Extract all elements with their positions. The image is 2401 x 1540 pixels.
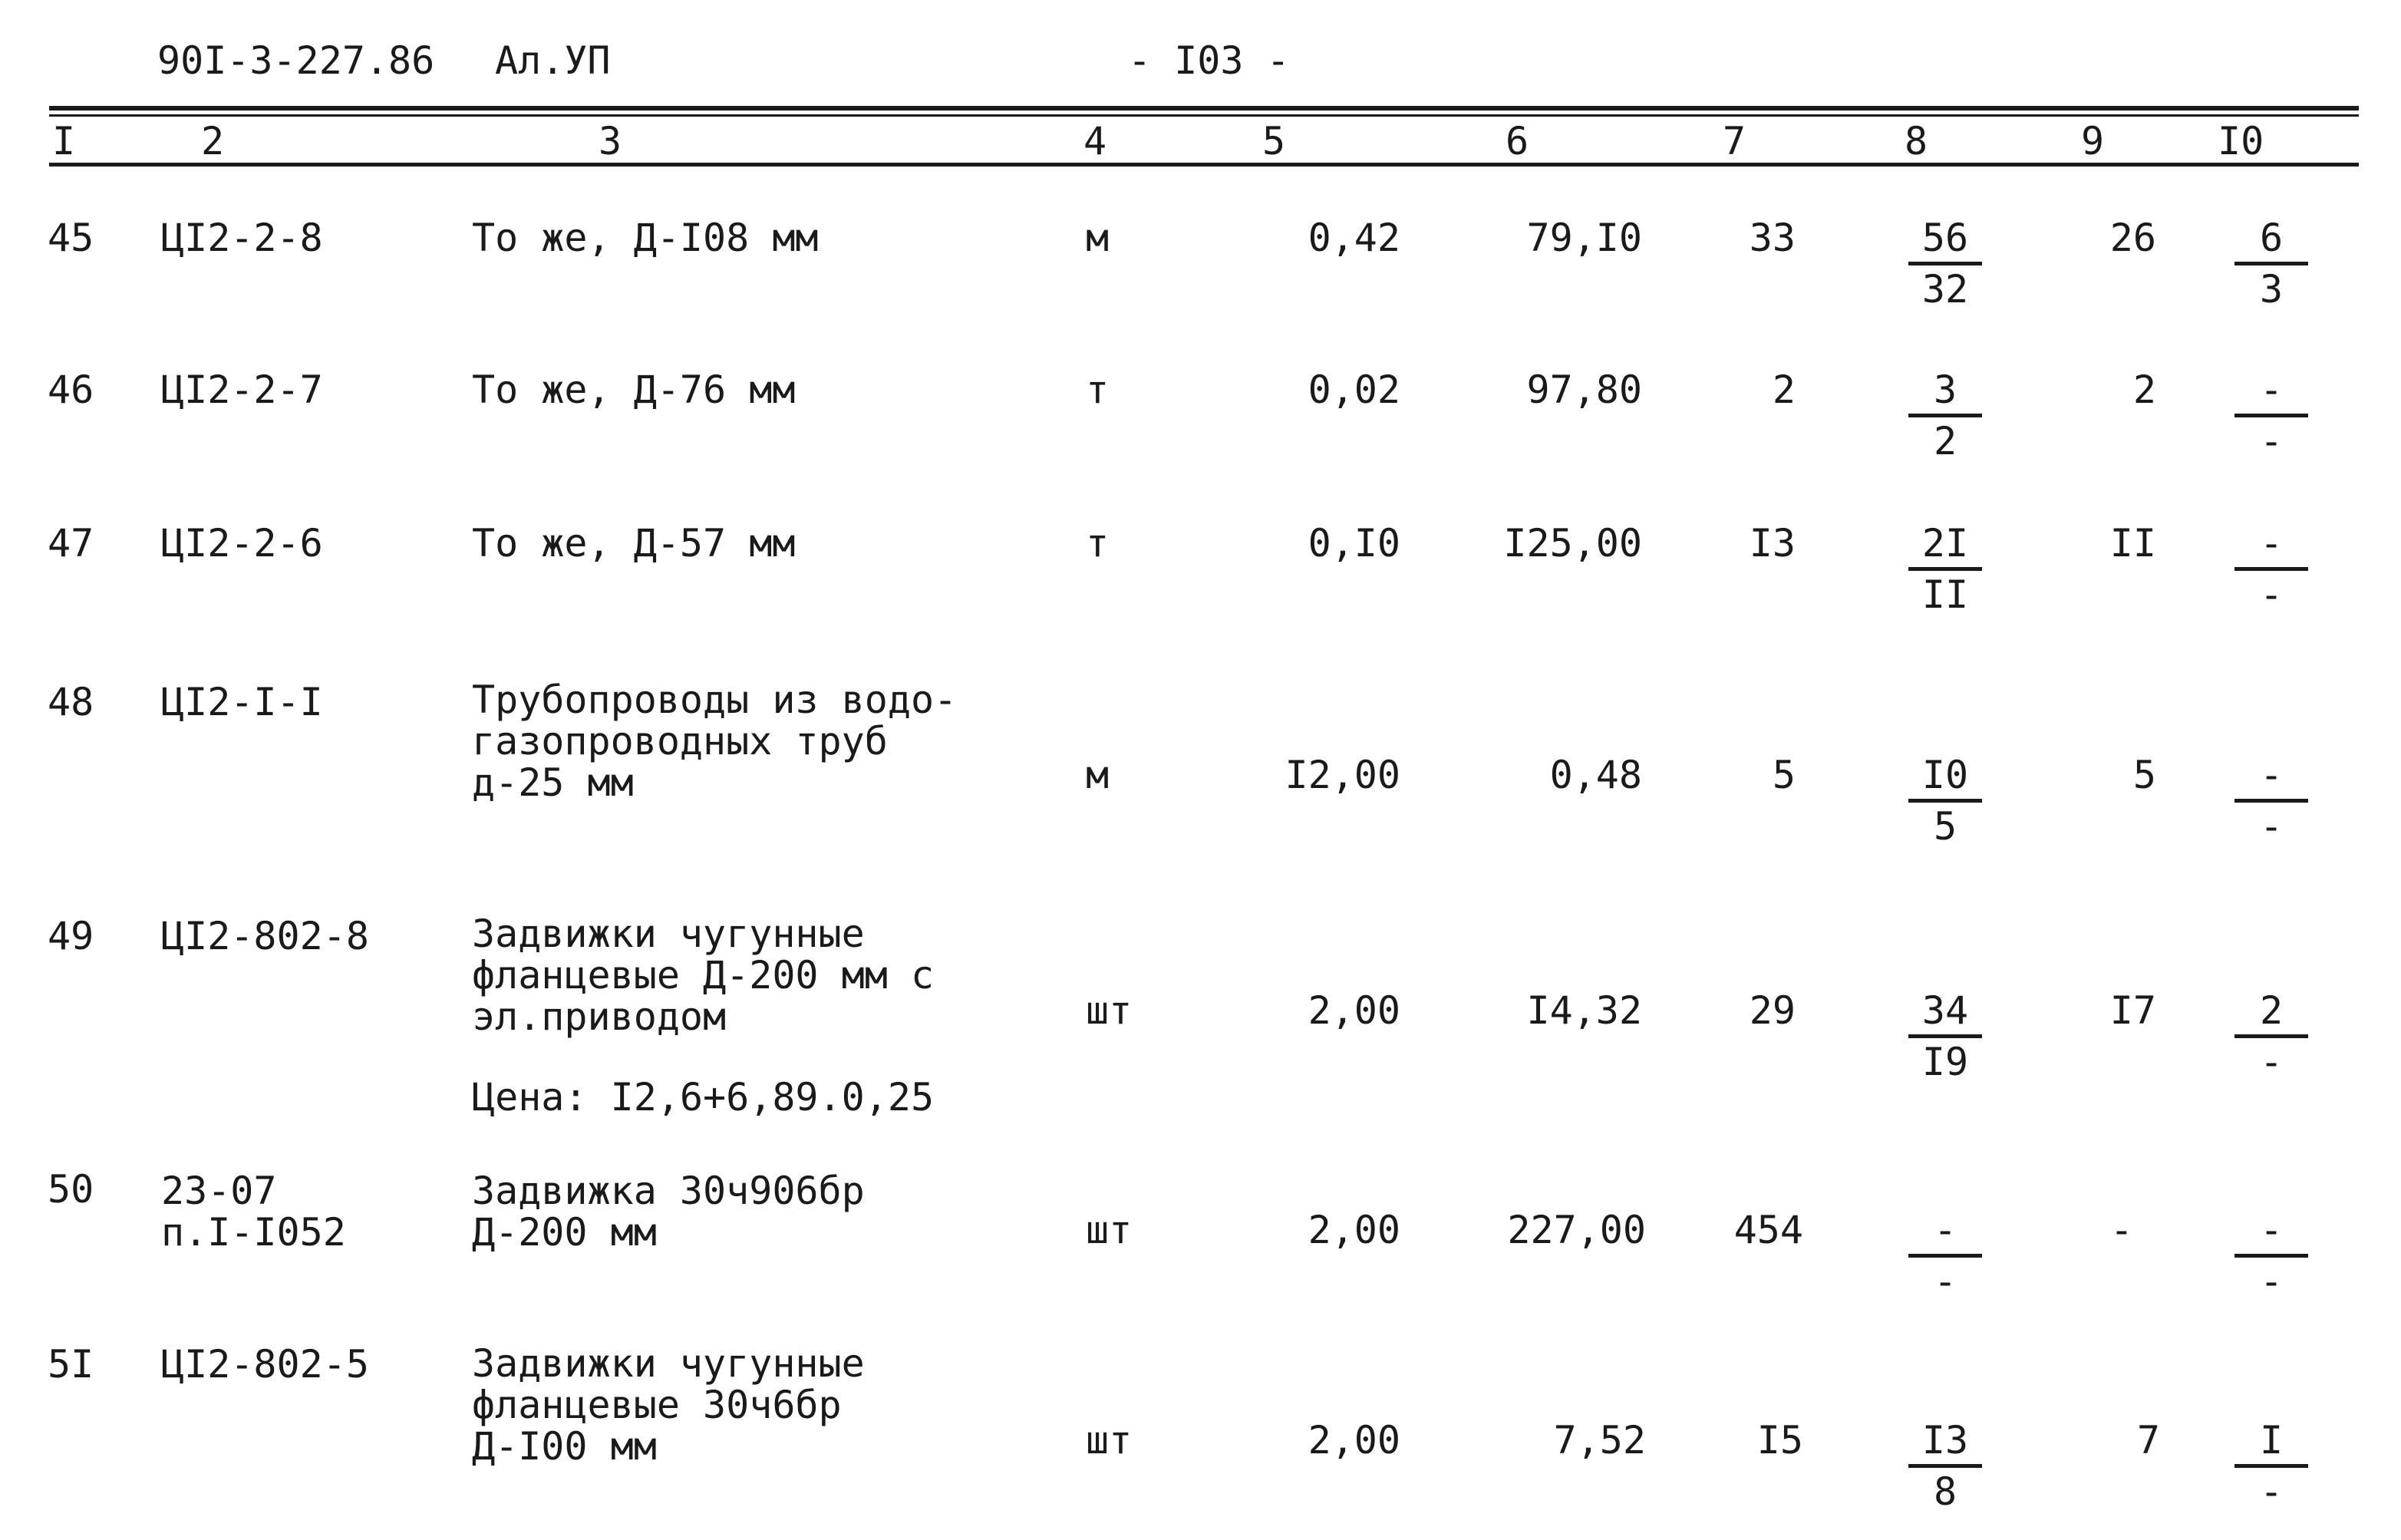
fraction-denominator: - [2259,1040,2284,1084]
column-number-8: 8 [1905,119,1928,163]
document-code: 90I-3-227.86 [157,38,435,83]
unit: м [1086,216,1110,260]
column-10-fraction [2225,753,2317,850]
fraction-denominator: 3 [2259,267,2284,312]
unit-price: I4,32 [1526,988,1642,1033]
column-9-value: 7 [2136,1418,2160,1463]
fraction-denominator: 32 [1921,267,1969,312]
row-number: 49 [48,914,94,958]
column-10-fraction [2225,1418,2317,1515]
column-number-3: 3 [599,119,622,163]
fraction-numerator: - [2259,521,2284,566]
fraction-numerator: 2 [2259,988,2284,1033]
unit-price: 79,I0 [1526,216,1642,260]
fraction-numerator: 34 [1921,988,1969,1033]
table-top-rule [49,106,2359,110]
row-number: 47 [48,521,94,566]
column-10-fraction [2225,521,2317,618]
column-9-value: 26 [2109,216,2156,260]
unit-price: 0,48 [1549,753,1642,797]
total-cost: 33 [1749,216,1796,260]
row-number: 46 [48,368,94,412]
column-number-1: I [52,119,76,163]
fraction-denominator: 5 [1933,804,1957,849]
fraction-numerator: 2I [1921,521,1969,566]
column-9-value: II [2109,521,2156,566]
fraction-numerator: - [2259,753,2284,797]
price-code: ЦI2-802-8 [161,914,369,958]
price-note: Цена: I2,6+6,89.0,25 [472,1075,935,1120]
table-top-rule-thin [49,114,2359,117]
quantity: 2,00 [1308,1418,1400,1463]
total-cost: I5 [1756,1418,1803,1463]
quantity: I2,00 [1285,753,1400,797]
unit-price: 227,00 [1507,1208,1646,1252]
fraction-numerator: 6 [2259,216,2284,260]
unit: шт [1086,1208,1133,1252]
row-number: 50 [48,1167,94,1212]
column-10-fraction [2225,988,2317,1086]
fraction-denominator: I9 [1921,1040,1969,1084]
fraction-denominator: 8 [1933,1469,1957,1514]
column-8-fraction [1899,1208,1991,1305]
fraction-numerator: - [2259,1208,2284,1252]
fraction-numerator: I0 [1921,753,1969,797]
row-number: 45 [48,216,94,260]
header-bottom-rule [49,163,2359,167]
fraction-denominator: - [2259,1469,2284,1514]
total-cost: 2 [1772,368,1796,412]
item-description: Трубопроводы из водо- газопроводных труб д-25 мм [472,678,958,805]
quantity: 2,00 [1308,988,1400,1033]
total-cost: 29 [1749,988,1796,1033]
fraction-numerator: 3 [1933,368,1957,412]
column-10-fraction [2225,368,2317,465]
item-description: Задвижки чугунные фланцевые Д-200 мм с эл.приводом [472,912,935,1039]
fraction-denominator: - [2259,1259,2284,1304]
quantity: 2,00 [1308,1208,1400,1252]
price-code: ЦI2-2-6 [161,521,323,566]
quantity: 0,I0 [1308,521,1400,566]
column-9-value: 2 [2132,368,2156,412]
unit: т [1086,368,1110,412]
price-code: ЦI2-2-7 [161,368,323,412]
fraction-denominator: - [2259,804,2284,849]
quantity: 0,02 [1308,368,1400,412]
fraction-numerator: - [1933,1208,1957,1252]
album-label: Ал.УП [495,38,611,83]
column-number-2: 2 [201,119,225,163]
fraction-denominator: 2 [1933,419,1957,463]
item-description: То же, Д-57 мм [472,521,796,566]
fraction-denominator: II [1921,572,1969,617]
fraction-denominator: - [2259,419,2284,463]
unit: м [1086,753,1110,797]
column-8-fraction [1899,368,1991,465]
column-number-4: 4 [1083,119,1107,163]
column-8-fraction [1899,753,1991,850]
row-number: 48 [48,680,94,724]
total-cost: 454 [1733,1208,1803,1252]
column-10-fraction [2225,1208,2317,1305]
item-description: Задвижки чугунные фланцевые 30ч6бр Д-I00 мм [472,1341,865,1469]
column-9-value: - [2109,1208,2133,1252]
column-number-7: 7 [1723,119,1746,163]
unit: т [1086,521,1110,566]
column-number-10: I0 [2218,119,2264,163]
unit: шт [1086,988,1133,1033]
unit: шт [1086,1418,1133,1463]
fraction-denominator: - [2259,572,2284,617]
unit-price: 7,52 [1553,1418,1646,1463]
page-number: - I03 - [1128,38,1290,83]
item-description: То же, Д-I08 мм [472,216,819,260]
item-description: Задвижка 30ч906бр Д-200 мм [472,1169,865,1255]
quantity: 0,42 [1308,216,1400,260]
price-code: ЦI2-802-5 [161,1342,369,1387]
unit-price: 97,80 [1526,368,1642,412]
unit-price: I25,00 [1503,521,1642,566]
fraction-numerator: I [2259,1418,2284,1463]
price-code: ЦI2-I-I [161,680,323,724]
column-8-fraction [1899,521,1991,618]
column-10-fraction [2225,216,2317,313]
fraction-numerator: I3 [1921,1418,1969,1463]
column-number-6: 6 [1506,119,1529,163]
total-cost: 5 [1772,753,1796,797]
row-number: 5I [48,1342,94,1387]
item-description: То же, Д-76 мм [472,368,796,412]
column-8-fraction [1899,216,1991,313]
fraction-numerator: - [2259,368,2284,412]
price-code: 23-07 п.I-I052 [161,1169,346,1255]
column-8-fraction [1899,988,1991,1086]
column-number-9: 9 [2081,119,2105,163]
column-9-value: 5 [2132,753,2156,797]
column-9-value: I7 [2109,988,2156,1033]
column-8-fraction [1899,1418,1991,1515]
total-cost: I3 [1749,521,1796,566]
fraction-denominator: - [1933,1259,1957,1304]
price-code: ЦI2-2-8 [161,216,323,260]
column-number-5: 5 [1262,119,1286,163]
fraction-numerator: 56 [1921,216,1969,260]
